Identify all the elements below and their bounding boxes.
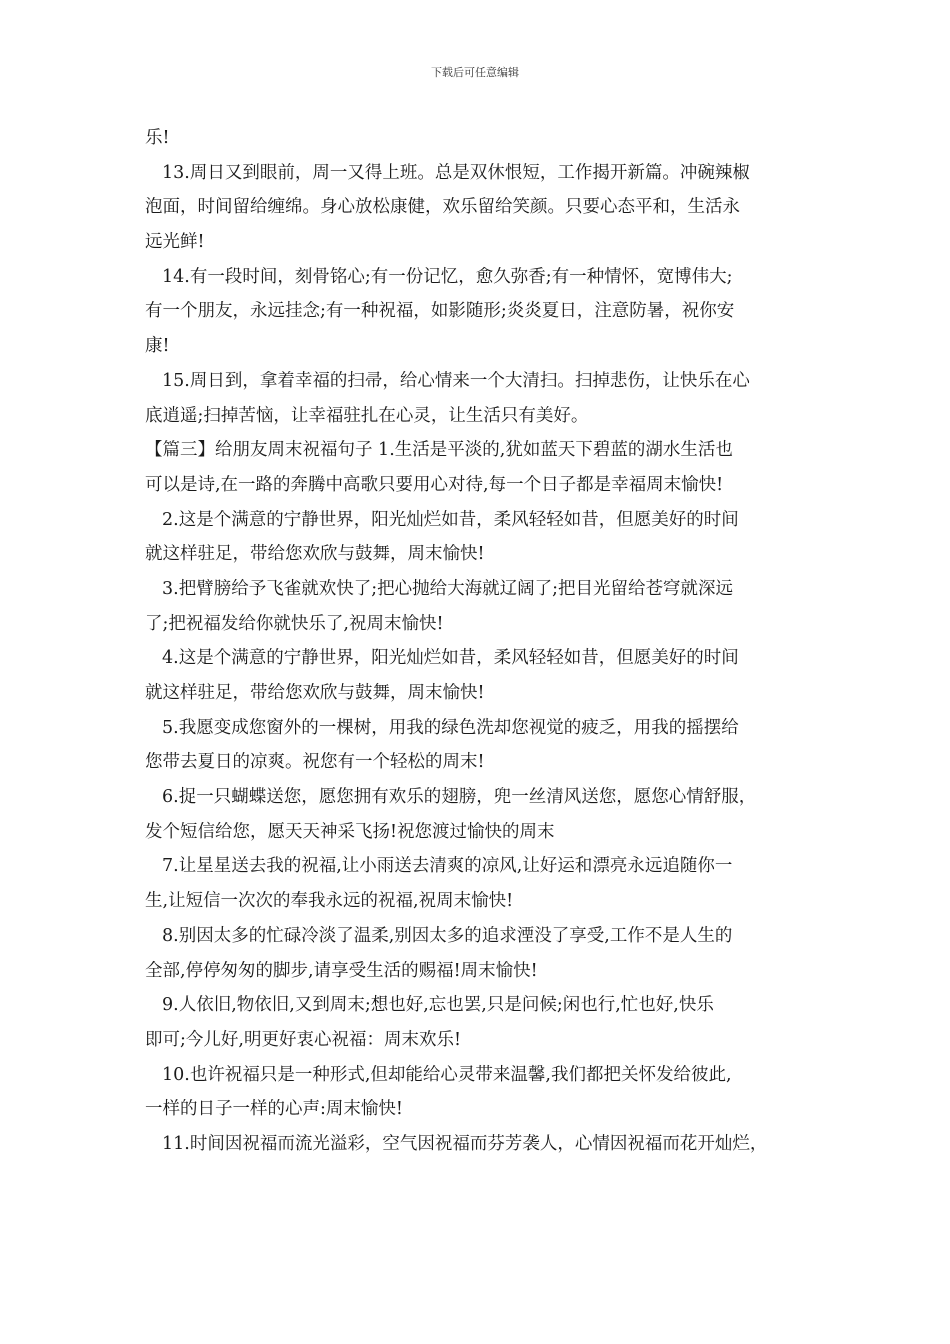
text-line: 8.别因太多的忙碌冷淡了温柔,别因太多的追求湮没了享受,工作不是人生的 bbox=[162, 925, 733, 946]
text-line: 4.这是个满意的宁静世界，阳光灿烂如昔，柔风轻轻如昔，但愿美好的时间 bbox=[162, 648, 739, 669]
text-line: 14.有一段时间，刻骨铭心;有一份记忆，愈久弥香;有一种情怀，宽博伟大; bbox=[162, 266, 733, 287]
text-line: 泡面，时间留给缠绵。身心放松康健，欢乐留给笑颜。只要心态平和，生活永 bbox=[145, 197, 740, 218]
text-line: 了;把祝福发给你就快乐了,祝周末愉快! bbox=[145, 613, 444, 634]
text-line: 就这样驻足，带给您欢欣与鼓舞，周末愉快! bbox=[145, 544, 485, 565]
text-line: 可以是诗,在一路的奔腾中高歌只要用心对待,每一个日子都是幸福周末愉快! bbox=[145, 474, 724, 495]
text-line: 10.也许祝福只是一种形式,但却能给心灵带来温馨,我们都把关怀发给彼此, bbox=[162, 1064, 732, 1085]
text-line: 乐! bbox=[145, 128, 170, 148]
text-line: 就这样驻足，带给您欢欣与鼓舞，周末愉快! bbox=[145, 683, 485, 703]
text-line: 发个短信给您，愿天天神采飞扬!祝您渡过愉快的周末 bbox=[145, 821, 555, 842]
text-line: 有一个朋友，永远挂念;有一种祝福，如影随形;炎炎夏日，注意防暑，祝你安 bbox=[145, 301, 735, 322]
text-line: 3.把臂膀给予飞雀就欢快了;把心抛给大海就辽阔了;把目光留给苍穹就深远 bbox=[162, 578, 733, 599]
text-line: 13.周日又到眼前，周一又得上班。总是双休恨短，工作揭开新篇。冲碗辣椒 bbox=[162, 162, 750, 183]
text-line: 9.人依旧,物依旧,又到周末;想也好,忘也罢,只是问候;闲也行,忙也好,快乐 bbox=[162, 995, 714, 1016]
text-line: 您带去夏日的凉爽。祝您有一个轻松的周末! bbox=[145, 752, 485, 773]
text-line: 底逍遥;扫掉苦恼，让幸福驻扎在心灵，让生活只有美好。 bbox=[145, 405, 589, 426]
text-line: 一样的日子一样的心声:周末愉快! bbox=[145, 1099, 403, 1120]
text-line: 7.让星星送去我的祝福,让小雨送去清爽的凉风,让好运和漂亮永远追随你一 bbox=[162, 856, 733, 877]
text-line: 康! bbox=[145, 336, 170, 357]
text-line: 生,让短信一次次的奉我永远的祝福,祝周末愉快! bbox=[145, 891, 514, 912]
text-line: 2.这是个满意的宁静世界，阳光灿烂如昔，柔风轻轻如昔，但愿美好的时间 bbox=[162, 509, 739, 530]
document-body bbox=[145, 121, 807, 1162]
text-line: 全部,停停匆匆的脚步,请享受生活的赐福!周末愉快! bbox=[145, 960, 538, 981]
text-line: 即可;今儿好,明更好衷心祝福：周末欢乐! bbox=[145, 1029, 461, 1050]
text-line: 6.捉一只蝴蝶送您，愿您拥有欢乐的翅膀，兜一丝清风送您，愿您心情舒服， bbox=[162, 787, 757, 808]
page-header: 下载后可任意编辑 bbox=[431, 66, 519, 79]
text-line: 远光鲜! bbox=[145, 232, 205, 253]
text-line: 5.我愿变成您窗外的一棵树，用我的绿色洗却您视觉的疲乏，用我的摇摆给 bbox=[162, 717, 739, 738]
text-line: 15.周日到，拿着幸福的扫帚，给心情来一个大清扫。扫掉悲伤，让快乐在心 bbox=[162, 370, 750, 391]
text-line: 11.时间因祝福而流光溢彩，空气因祝福而芬芳袭人，心情因祝福而花开灿烂， bbox=[162, 1133, 768, 1154]
text-line: 【篇三】给朋友周末祝福句子 1.生活是平淡的,犹如蓝天下碧蓝的湖水生活也 bbox=[145, 440, 733, 461]
